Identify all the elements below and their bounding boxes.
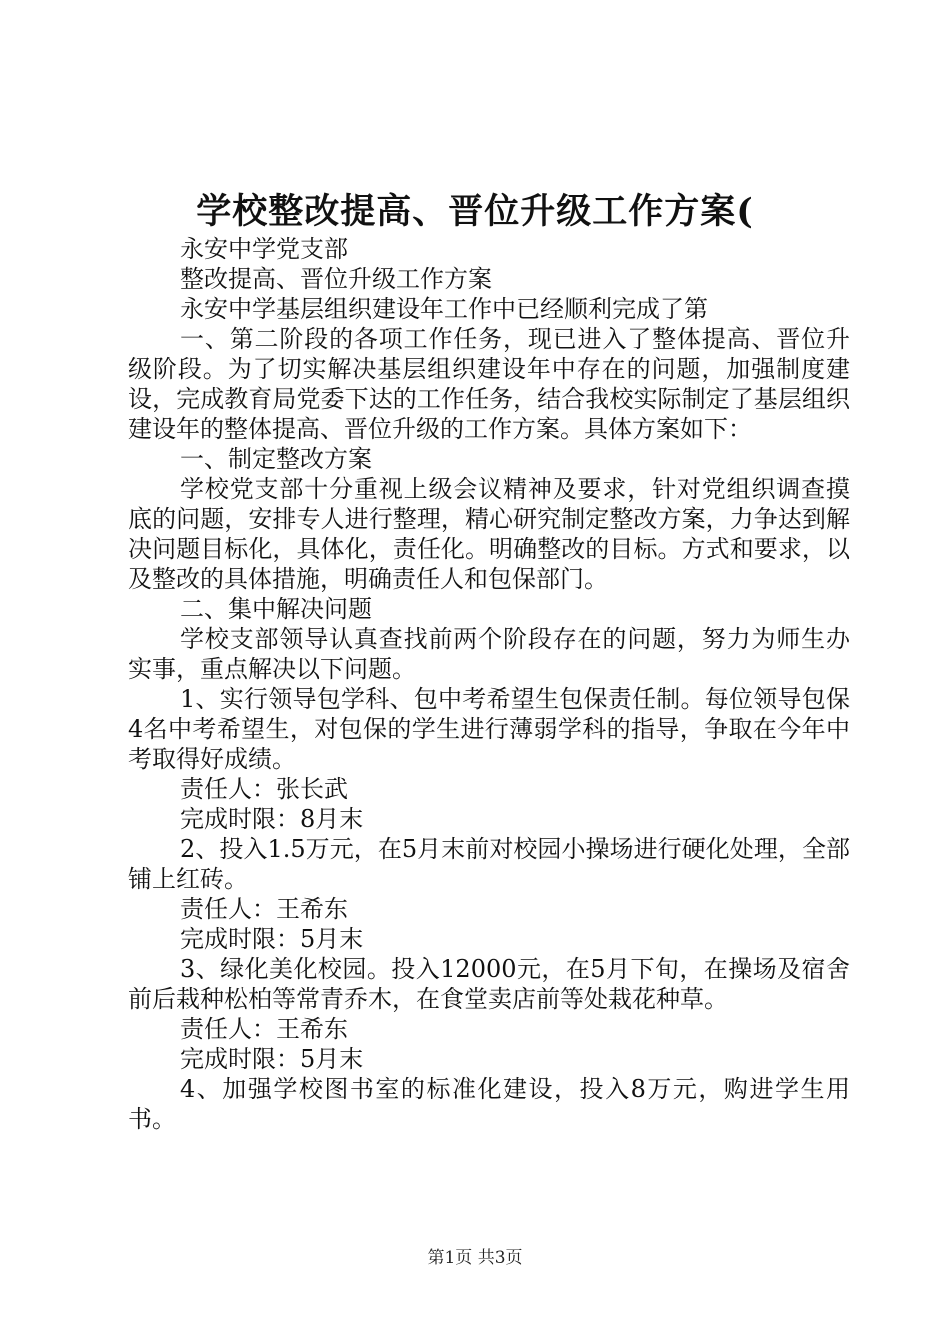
paragraph-section-1: 学校党支部十分重视上级会议精神及要求，针对党组织调查摸底的问题，安排专人进行整理，精心研究制定整改方案，力争达到解决问题目标化，具体化，责任化。明确整改的目标。方式和要求，以及整改的具体措施，明确责任人和包保部门。 [128, 475, 850, 593]
item-1-responsible: 责任人：张长武 [180, 775, 348, 803]
document-body [128, 234, 850, 1134]
paragraph-intro-continued: 一、第二阶段的各项工作任务，现已进入了整体提高、晋位升级阶段。为了切实解决基层组织建设年中存在的问题，加强制度建设，完成教育局党委下达的工作任务，结合我校实际制定了基层组织建设年的整体提高、晋位升级的工作方案。具体方案如下： [128, 325, 850, 443]
paragraph-section-2: 学校支部领导认真查找前两个阶段存在的问题，努力为师生办实事，重点解决以下问题。 [128, 625, 850, 683]
page-indicator: 第1页 共3页 [427, 1248, 523, 1268]
item-1: 1、实行领导包学科、包中考希望生包保责任制。每位领导包保4名中考希望生，对包保的学生进行薄弱学科的指导，争取在今年中考取得好成绩。 [128, 685, 850, 773]
item-2-responsible: 责任人：王希东 [180, 895, 348, 923]
document-title: 学校整改提高、晋位升级工作方案( [196, 191, 754, 232]
item-3-deadline: 完成时限：5月末 [180, 1045, 364, 1073]
item-3: 3、绿化美化校园。投入12000元，在5月下旬，在操场及宿舍前后栽种松柏等常青乔木，在食堂卖店前等处栽花种草。 [128, 955, 850, 1013]
item-2-deadline: 完成时限：5月末 [180, 925, 364, 953]
paragraph-intro: 永安中学基层组织建设年工作中已经顺利完成了第 [180, 295, 708, 323]
paragraph-org: 永安中学党支部 [180, 235, 348, 263]
item-3-responsible: 责任人：王希东 [180, 1015, 348, 1043]
item-4: 4、加强学校图书室的标准化建设，投入8万元，购进学生用书。 [128, 1075, 850, 1133]
paragraph-subtitle: 整改提高、晋位升级工作方案 [180, 265, 492, 293]
item-1-deadline: 完成时限：8月末 [180, 805, 364, 833]
section-heading-2: 二、集中解决问题 [180, 595, 372, 623]
item-2: 2、投入1.5万元，在5月末前对校园小操场进行硬化处理，全部铺上红砖。 [128, 835, 850, 893]
section-heading-1: 一、制定整改方案 [180, 445, 372, 473]
